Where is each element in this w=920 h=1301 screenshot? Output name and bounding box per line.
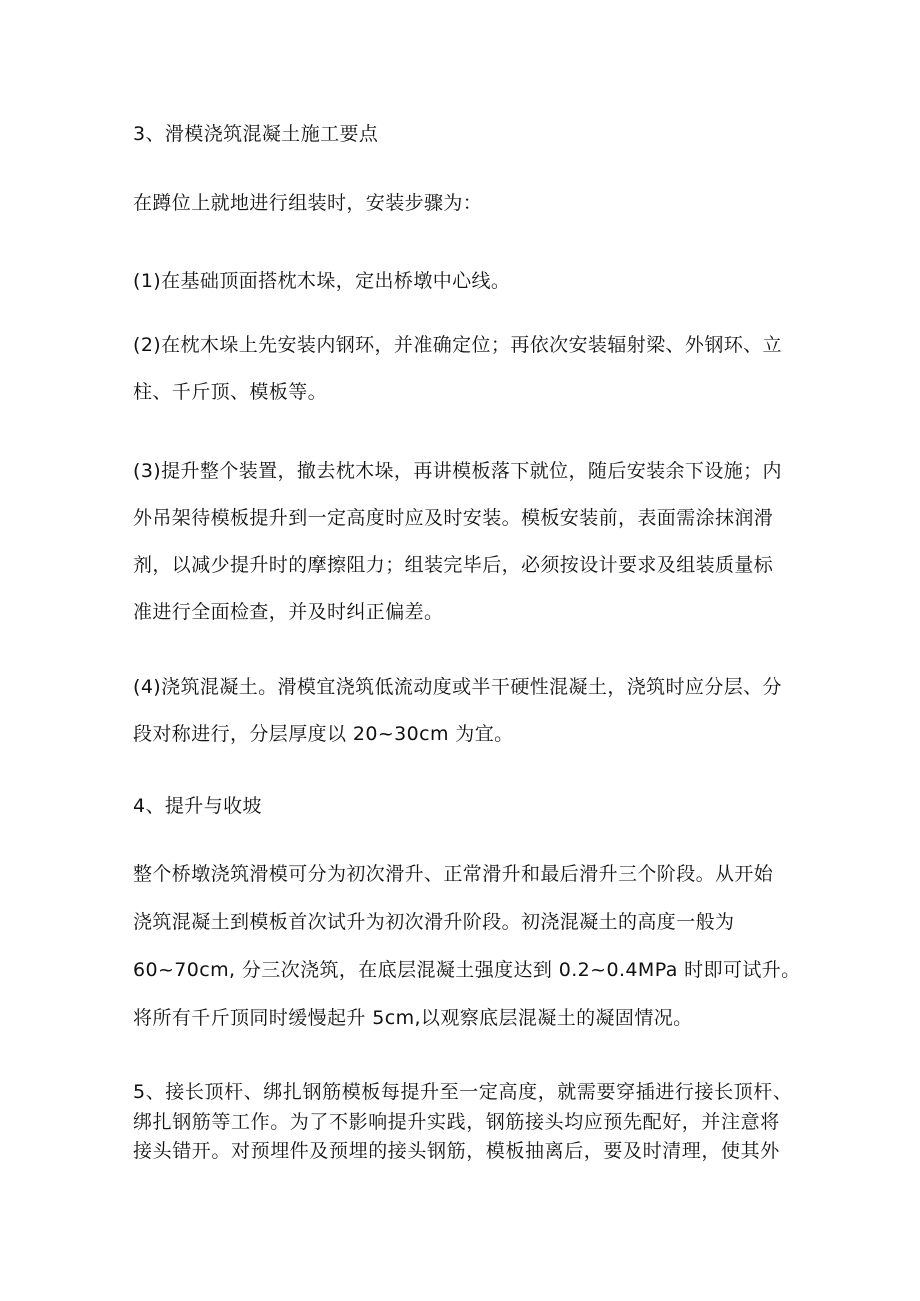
- step-3-line: (3)提升整个装置，撤去枕木垛，再讲模板落下就位，随后安装余下设施；内: [133, 460, 782, 482]
- section-5-line: 接头错开。对预埋件及预埋的接头钢筋，模板抽离后，要及时清理，使其外: [133, 1140, 780, 1162]
- step-2-line: 柱、千斤顶、模板等。: [133, 381, 328, 403]
- step-1-line: (1)在基础顶面搭枕木垛，定出桥墩中心线。: [133, 270, 511, 292]
- heading-section-3: 3、滑模浇筑混凝土施工要点: [133, 123, 379, 145]
- section-5-line: 绑扎钢筋等工作。为了不影响提升实践，钢筋接头均应预先配好，并注意将: [133, 1111, 780, 1133]
- paragraph-line: 整个桥墩浇筑滑模可分为初次滑升、正常滑升和最后滑升三个阶段。从开始: [133, 863, 774, 885]
- paragraph-line: 在蹲位上就地进行组装时，安装步骤为：: [133, 192, 483, 214]
- step-3-line: 外吊架待模板提升到一定高度时应及时安装。模板安装前，表面需涂抹润滑: [133, 507, 774, 529]
- paragraph-line: 将所有千斤顶同时缓慢起升 5cm,以观察底层混凝土的凝固情况。: [133, 1007, 693, 1029]
- paragraph-line: 浇筑混凝土到模板首次试升为初次滑升阶段。初浇混凝土的高度一般为: [133, 911, 735, 933]
- step-3-line: 准进行全面检查，并及时纠正偏差。: [133, 601, 444, 623]
- heading-section-4: 4、提升与收坡: [133, 795, 262, 817]
- step-4-line: 段对称进行，分层厚度以 20~30cm 为宜。: [133, 723, 514, 745]
- section-5-line: 5、接长顶杆、绑扎钢筋模板每提升至一定高度，就需要穿插进行接长顶杆、: [133, 1081, 793, 1103]
- paragraph-line: 60~70cm, 分三次浇筑，在底层混凝土强度达到 0.2~0.4MPa 时即可试升。: [133, 959, 801, 981]
- step-2-line: (2)在枕木垛上先安装内钢环，并准确定位；再依次安装辐射梁、外钢环、立: [133, 334, 782, 356]
- step-3-line: 剂，以减少提升时的摩擦阻力；组装完毕后，必须按设计要求及组装质量标: [133, 554, 774, 576]
- step-4-line: (4)浇筑混凝土。滑模宜浇筑低流动度或半干硬性混凝土，浇筑时应分层、分: [133, 676, 782, 698]
